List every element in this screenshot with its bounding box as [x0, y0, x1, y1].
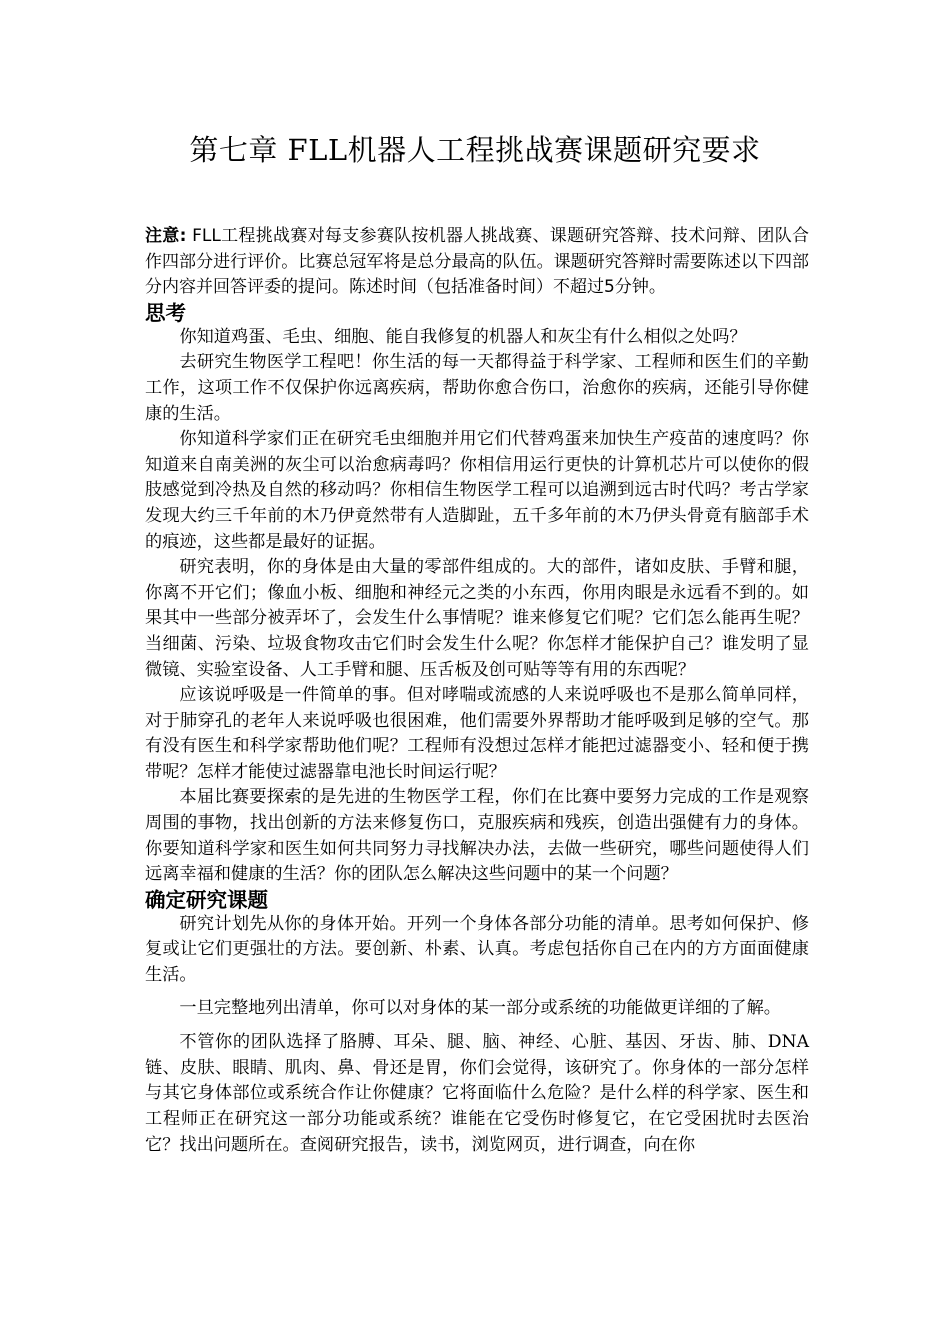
paragraph: 研究计划先从你的身体开始。开列一个身体各部分功能的清单。思考如何保护、修复或让它们更强壮的方法。要创新、朴素、认真。考虑包括你自己在内的方方面面健康生活。	[145, 913, 809, 986]
paragraph: 你知道科学家们正在研究毛虫细胞并用它们代替鸡蛋来加快生产疫苗的速度吗？你知道来自南美洲的灰尘可以治愈病毒吗？你相信用运行更快的计算机芯片可以使你的假肢感觉到冷热及自然的移动吗？你相信生物医学工程可以追溯到远古时代吗？考古学家发现大约三千年前的木乃伊竟然带有人造脚趾，五千多年前的木乃伊头骨竟有脑部手术的痕迹，这些都是最好的证据。	[145, 429, 809, 552]
note-label: 注意:	[145, 226, 187, 246]
document-body	[145, 224, 809, 1158]
paragraph: 研究表明，你的身体是由大量的零部件组成的。大的部件，诸如皮肤、手臂和腿，你离不开它们；像血小板、细胞和神经元之类的小东西，你用肉眼是永远看不到的。如果其中一些部分被弄坏了，会发生什么事情呢？谁来修复它们呢？它们怎么能再生呢？当细菌、污染、垃圾食物攻击它们时会发生什么呢？你怎样才能保护自己？谁发明了显微镜、实验室设备、人工手臂和腿、压舌板及创可贴等等有用的东西呢？	[145, 557, 809, 680]
paragraph: 不管你的团队选择了胳膊、耳朵、腿、脑、神经、心脏、基因、牙齿、肺、DNA链、皮肤、眼睛、肌肉、鼻、骨还是胃，你们会觉得，该研究了。你身体的一部分怎样与其它身体部位或系统合作让你健康？它将面临什么危险？是什么样的科学家、医生和工程师正在研究这一部分功能或系统？谁能在它受伤时修复它，在它受困扰时去医治它？找出问题所在。查阅研究报告，读书，浏览网页，进行调查，向在你	[145, 1032, 809, 1155]
section-heading-research-topic: 确定研究课题	[145, 887, 268, 912]
paragraph: 本届比赛要探索的是先进的生物医学工程，你们在比赛中要努力完成的工作是观察周围的事物，找出创新的方法来修复伤口，克服疾病和残疾，创造出强健有力的身体。你要知道科学家和医生如何共同努力寻找解决办法，去做一些研究，哪些问题使得人们远离幸福和健康的生活？你的团队怎么解决这些问题中的某一个问题？	[145, 787, 809, 885]
paragraph: 一旦完整地列出清单，你可以对身体的某一部分或系统的功能做更详细的了解。	[179, 997, 781, 1018]
paragraph: 应该说呼吸是一件简单的事。但对哮喘或流感的人来说呼吸也不是那么简单同样，对于肺穿孔的老年人来说呼吸也很困难，他们需要外界帮助才能呼吸到足够的空气。那有没有医生和科学家帮助他们呢？工程师有没想过怎样才能把过滤器变小、轻和便于携带呢？怎样才能使过滤器靠电池长时间运行呢？	[145, 685, 809, 782]
paragraph: 去研究生物医学工程吧！你生活的每一天都得益于科学家、工程师和医生们的辛勤工作，这项工作不仅保护你远离疾病，帮助你愈合伤口，治愈你的疾病，还能引导你健康的生活。	[145, 352, 809, 424]
section-heading-thinking: 思考	[145, 300, 186, 325]
note-paragraph	[145, 224, 809, 301]
document-title: 第七章 FLL机器人工程挑战赛课题研究要求	[189, 133, 761, 167]
note-text: FLL工程挑战赛对每支参赛队按机器人挑战赛、课题研究答辩、技术问辩、团队合作四部分进行评价。比赛总冠军将是总分最高的队伍。课题研究答辩时需要陈述以下四部分内容并回答评委的提问。陈述时间（包括准备时间）不超过5分钟。	[145, 226, 809, 298]
paragraph: 你知道鸡蛋、毛虫、细胞、能自我修复的机器人和灰尘有什么相似之处吗？	[179, 326, 747, 347]
